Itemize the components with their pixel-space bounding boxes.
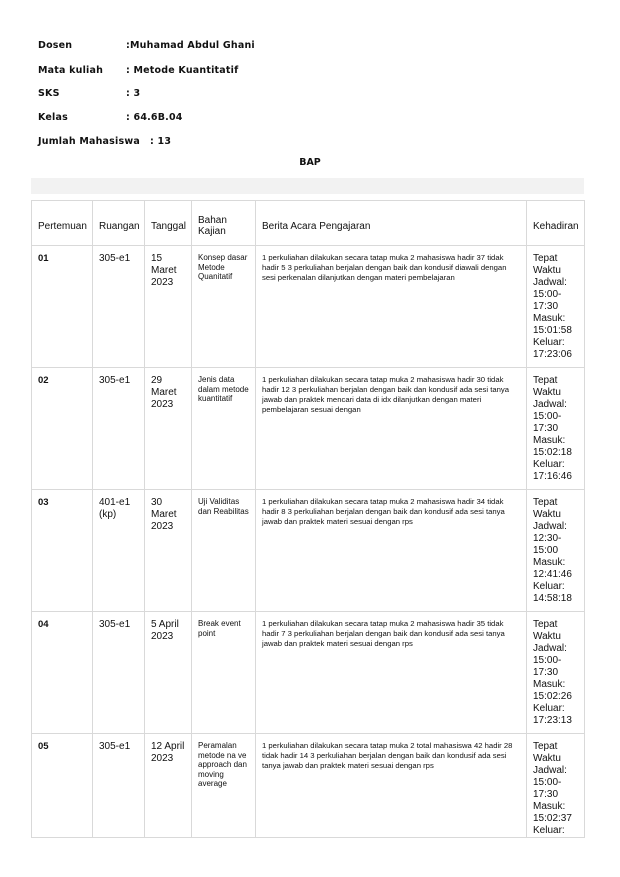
cell-pertemuan: 01 bbox=[32, 246, 93, 368]
cell-bahan-kajian: Uji Validitas dan Reabilitas bbox=[192, 490, 256, 612]
cell-kehadiran: Tepat Waktu Jadwal: 15:00-17:30 Masuk: 15:02:18 Keluar: 17:16:46 bbox=[527, 368, 585, 490]
info-value: :Muhamad Abdul Ghani bbox=[126, 40, 255, 51]
cell-tanggal: 30 Maret 2023 bbox=[145, 490, 192, 612]
table-row bbox=[32, 368, 585, 490]
table-row bbox=[32, 490, 585, 612]
col-header-pertemuan: Pertemuan bbox=[32, 201, 93, 246]
cell-ruangan: 401-e1 (kp) bbox=[93, 490, 145, 612]
cell-bahan-kajian: Jenis data dalam metode kuantitatif bbox=[192, 368, 256, 490]
cell-bahan-kajian: Peramalan metode na ve approach dan moving average bbox=[192, 734, 256, 838]
cell-ruangan: 305-e1 bbox=[93, 368, 145, 490]
col-header-ruangan: Ruangan bbox=[93, 201, 145, 246]
table-row bbox=[32, 246, 585, 368]
col-header-tanggal: Tanggal bbox=[145, 201, 192, 246]
cell-tanggal: 15 Maret 2023 bbox=[145, 246, 192, 368]
cell-ruangan: 305-e1 bbox=[93, 246, 145, 368]
cell-tanggal: 29 Maret 2023 bbox=[145, 368, 192, 490]
col-header-bahan-kajian: Bahan Kajian bbox=[192, 201, 256, 246]
info-label: Dosen bbox=[38, 40, 73, 51]
cell-berita-acara: 1 perkuliahan dilakukan secara tatap muka 2 mahasiswa hadir 35 tidak hadir 7 3 perkuliahan berjalan dengan baik dan kondusif ada sesi tanya jawab dan praktek materi sesuai dengan rps bbox=[256, 612, 527, 734]
cell-kehadiran: Tepat Waktu Jadwal: 15:00-17:30 Masuk: 15:01:58 Keluar: 17:23:06 bbox=[527, 246, 585, 368]
table-header-row bbox=[32, 201, 585, 246]
cell-kehadiran: Tepat Waktu Jadwal: 15:00-17:30 Masuk: 15:02:37 Keluar: bbox=[527, 734, 585, 838]
info-label: Kelas bbox=[38, 112, 68, 123]
info-value: : 64.6B.04 bbox=[126, 112, 183, 123]
info-label: SKS bbox=[38, 88, 60, 99]
info-label: Jumlah Mahasiswa bbox=[38, 136, 140, 147]
table-row bbox=[32, 734, 585, 838]
cell-berita-acara: 1 perkuliahan dilakukan secara tatap muka 2 total mahasiswa 42 hadir 28 tidak hadir 14 3 perkuliahan berjalan dengan baik dan kondusif ada sesi tanya jawab dan praktek materi sesuai dengan rps bbox=[256, 734, 527, 838]
cell-pertemuan: 04 bbox=[32, 612, 93, 734]
header-band bbox=[31, 178, 584, 194]
cell-kehadiran: Tepat Waktu Jadwal: 12:30-15:00 Masuk: 12:41:46 Keluar: 14:58:18 bbox=[527, 490, 585, 612]
cell-berita-acara: 1 perkuliahan dilakukan secara tatap muka 2 mahasiswa hadir 34 tidak hadir 8 3 perkuliahan berjalan dengan baik dan kondusif ada sesi tanya jawab dan praktek materi sesuai dengan rps bbox=[256, 490, 527, 612]
col-header-berita-acara: Berita Acara Pengajaran bbox=[256, 201, 527, 246]
cell-bahan-kajian: Break event point bbox=[192, 612, 256, 734]
info-label: Mata kuliah bbox=[38, 65, 104, 76]
cell-tanggal: 5 April 2023 bbox=[145, 612, 192, 734]
cell-pertemuan: 02 bbox=[32, 368, 93, 490]
document-title: BAP bbox=[299, 157, 321, 168]
cell-tanggal: 12 April 2023 bbox=[145, 734, 192, 838]
bap-table bbox=[31, 200, 585, 838]
cell-bahan-kajian: Konsep dasar Metode Quanitatif bbox=[192, 246, 256, 368]
col-header-kehadiran: Kehadiran bbox=[527, 201, 585, 246]
cell-ruangan: 305-e1 bbox=[93, 734, 145, 838]
info-value: : Metode Kuantitatif bbox=[126, 65, 239, 76]
cell-berita-acara: 1 perkuliahan dilakukan secara tatap muka 2 mahasiswa hadir 30 tidak hadir 12 3 perkuliahan berjalan dengan baik dan kondusif ada sesi tanya jawab dan praktek mencari data di idx dilanjutkan dengan materi pembelajaran sesuai dengan bbox=[256, 368, 527, 490]
cell-pertemuan: 05 bbox=[32, 734, 93, 838]
cell-berita-acara: 1 perkuliahan dilakukan secara tatap muka 2 mahasiswa hadir 37 tidak hadir 5 3 perkuliahan berjalan dengan baik dan kondusif diawali dengan sesi perkenalan dilanjutkan dengan materi pembelajaran bbox=[256, 246, 527, 368]
table-row bbox=[32, 612, 585, 734]
cell-kehadiran: Tepat Waktu Jadwal: 15:00-17:30 Masuk: 15:02:26 Keluar: 17:23:13 bbox=[527, 612, 585, 734]
info-value: : 13 bbox=[150, 136, 172, 147]
cell-pertemuan: 03 bbox=[32, 490, 93, 612]
info-value: : 3 bbox=[126, 88, 141, 99]
cell-ruangan: 305-e1 bbox=[93, 612, 145, 734]
